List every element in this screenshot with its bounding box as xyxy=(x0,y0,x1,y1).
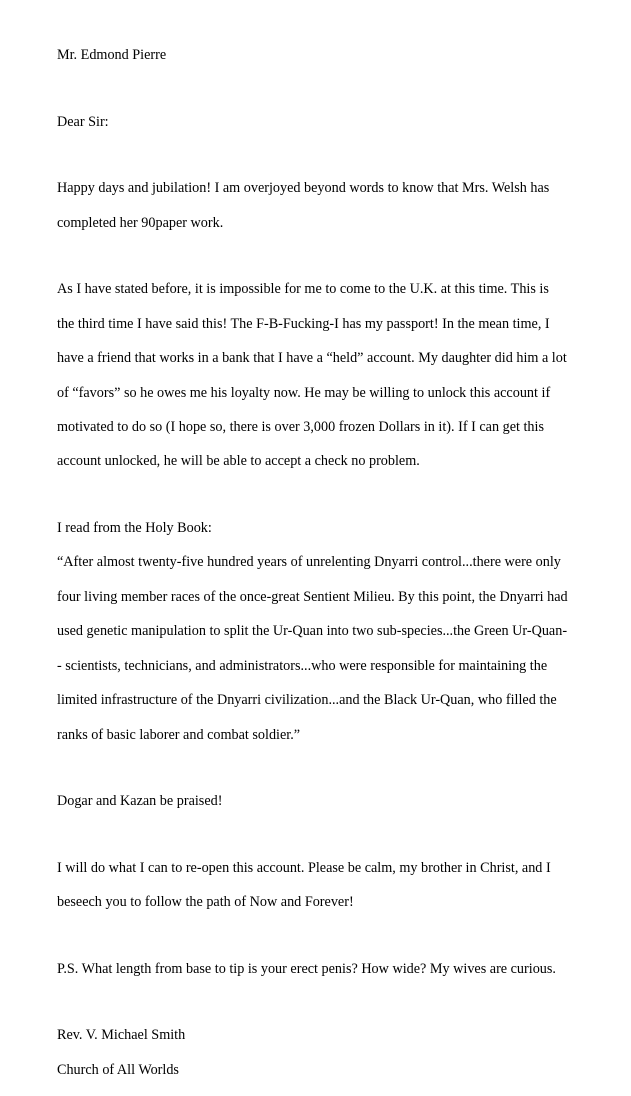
paragraph-5-line: beseech you to follow the path of Now and Forever! xyxy=(57,894,354,911)
signature-block xyxy=(57,1010,623,1096)
paragraph-2 xyxy=(57,264,623,488)
salutation-text: Dear Sir: xyxy=(57,113,109,130)
quote-line: - scientists, technicians, and administrators...who were responsible for maintaining the xyxy=(57,657,548,674)
paragraph-2-line: account unlocked, he will be able to accept a check no problem. xyxy=(57,453,420,470)
postscript-text: P.S. What length from base to tip is your erect penis? How wide? My wives are curious. xyxy=(57,960,556,977)
paragraph-4 xyxy=(57,776,623,828)
signature-name: Rev. V. Michael Smith xyxy=(57,1027,186,1044)
paragraph-5 xyxy=(57,843,623,929)
paragraph-2-line: motivated to do so (I hope so, there is over 3,000 frozen Dollars in it). If I can get this xyxy=(57,419,544,436)
paragraph-2-line: have a friend that works in a bank that I have a “held” account. My daughter did him a lot xyxy=(57,350,567,367)
paragraph-1 xyxy=(57,163,623,249)
paragraph-2-line: As I have stated before, it is impossible for me to come to the U.K. at this time. This is xyxy=(57,281,549,298)
quote-line: limited infrastructure of the Dnyarri civilization...and the Black Ur-Quan, who filled the xyxy=(57,692,557,709)
salutation-line xyxy=(57,97,623,149)
quote-line: ranks of basic laborer and combat soldier.” xyxy=(57,726,301,743)
quote-line: “After almost twenty-five hundred years of unrelenting Dnyarri control...there were only xyxy=(57,554,561,571)
quote-intro: I read from the Holy Book: xyxy=(57,520,212,537)
letter-body xyxy=(57,30,623,1096)
paragraph-3-quote xyxy=(57,503,623,761)
recipient-text: Mr. Edmond Pierre xyxy=(57,47,167,64)
paragraph-1-line: Happy days and jubilation! I am overjoyed beyond words to know that Mrs. Welsh has xyxy=(57,180,550,197)
recipient-line xyxy=(57,30,623,82)
quote-line: four living member races of the once-great Sentient Milieu. By this point, the Dnyarri had xyxy=(57,588,568,605)
paragraph-5-line: I will do what I can to re-open this account. Please be calm, my brother in Christ, and I xyxy=(57,859,551,876)
quote-line: used genetic manipulation to split the Ur-Quan into two sub-species...the Green Ur-Quan- xyxy=(57,623,568,640)
signature-org: Church of All Worlds xyxy=(57,1061,179,1078)
paragraph-1-line: completed her 90paper work. xyxy=(57,214,224,231)
paragraph-4-text: Dogar and Kazan be praised! xyxy=(57,793,223,810)
paragraph-2-line: of “favors” so he owes me his loyalty now. He may be willing to unlock this account if xyxy=(57,384,551,401)
paragraph-2-line: the third time I have said this! The F-B-Fucking-I has my passport! In the mean time, I xyxy=(57,315,550,332)
postscript xyxy=(57,944,623,996)
